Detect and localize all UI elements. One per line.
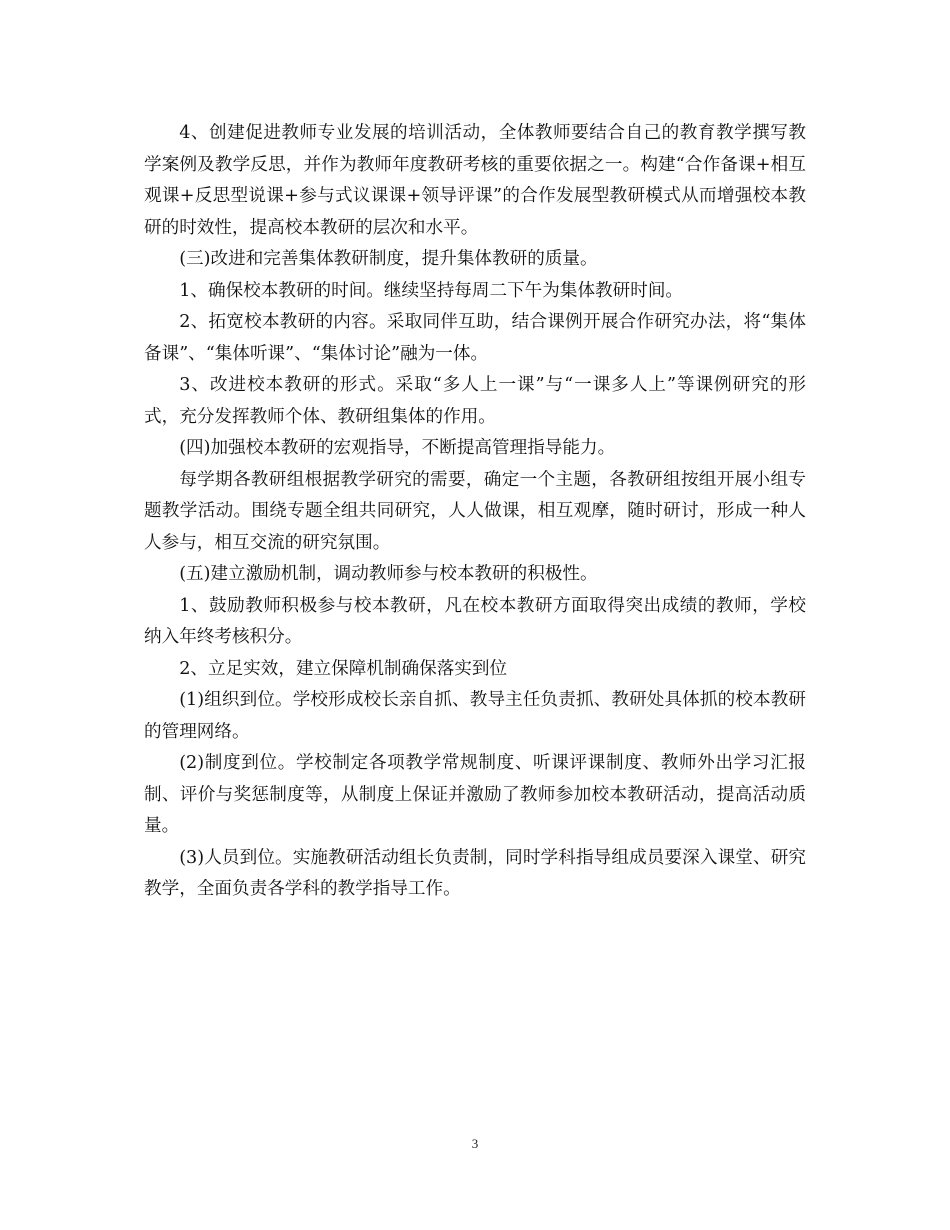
paragraph-9: (2)制度到位。学校制定各项教学常规制度、听课评课制度、教师外出学习汇报制、评价与奖惩制度等，从制度上保证并激励了教师参加校本教研活动，提高活动质量。 xyxy=(144,753,806,836)
paragraph-4: 3、改进校本教研的形式。采取“多人上一课”与“一课多人上”等课例研究的形式，充分发挥教师个体、教研组集体的作用。 xyxy=(144,375,806,427)
section-heading-3: (三)改进和完善集体教研制度，提升集体教研的质量。 xyxy=(179,249,598,269)
document-body xyxy=(144,118,806,906)
paragraph-7: 2、立足实效，建立保障机制确保落实到位 xyxy=(179,658,508,679)
paragraph-2: 1、确保校本教研的时间。继续坚持每周二下午为集体教研时间。 xyxy=(179,280,684,301)
paragraph-10: (3)人员到位。实施教研活动组长负责制，同时学科指导组成员要深入课堂、研究教学，全面负责各学科的教学指导工作。 xyxy=(144,847,806,899)
section-heading-5: (五)建立激励机制，调动教师参与校本教研的积极性。 xyxy=(179,564,598,584)
section-heading-4: (四)加强校本教研的宏观指导，不断提高管理指导能力。 xyxy=(179,438,616,458)
page-number: 3 xyxy=(471,1136,479,1151)
paragraph-6: 1、鼓励教师积极参与校本教研，凡在校本教研方面取得突出成绩的教师，学校纳入年终考核积分。 xyxy=(144,595,806,647)
paragraph-1: 4、创建促进教师专业发展的培训活动，全体教师要结合自己的教育教学撰写教学案例及教学反思，并作为教师年度教研考核的重要依据之一。构建“合作备课+相互观课+反思型说课+参与式议课课+领导评课”的合作发展型教研模式从而增强校本教研的时效性，提高校本教研的层次和水平。 xyxy=(144,123,806,238)
paragraph-5: 每学期各教研组根据教学研究的需要，确定一个主题，各教研组按组开展小组专题教学活动。围绕专题全组共同研究，人人做课，相互观摩，随时研讨，形成一种人人参与，相互交流的研究氛围。 xyxy=(144,469,806,553)
paragraph-8: (1)组织到位。学校形成校长亲自抓、教导主任负责抓、教研处具体抓的校本教研的管理网络。 xyxy=(144,690,806,742)
paragraph-3: 2、拓宽校本教研的内容。采取同伴互助，结合课例开展合作研究办法，将“集体备课”、“集体听课”、“集体讨论”融为一体。 xyxy=(144,312,806,364)
